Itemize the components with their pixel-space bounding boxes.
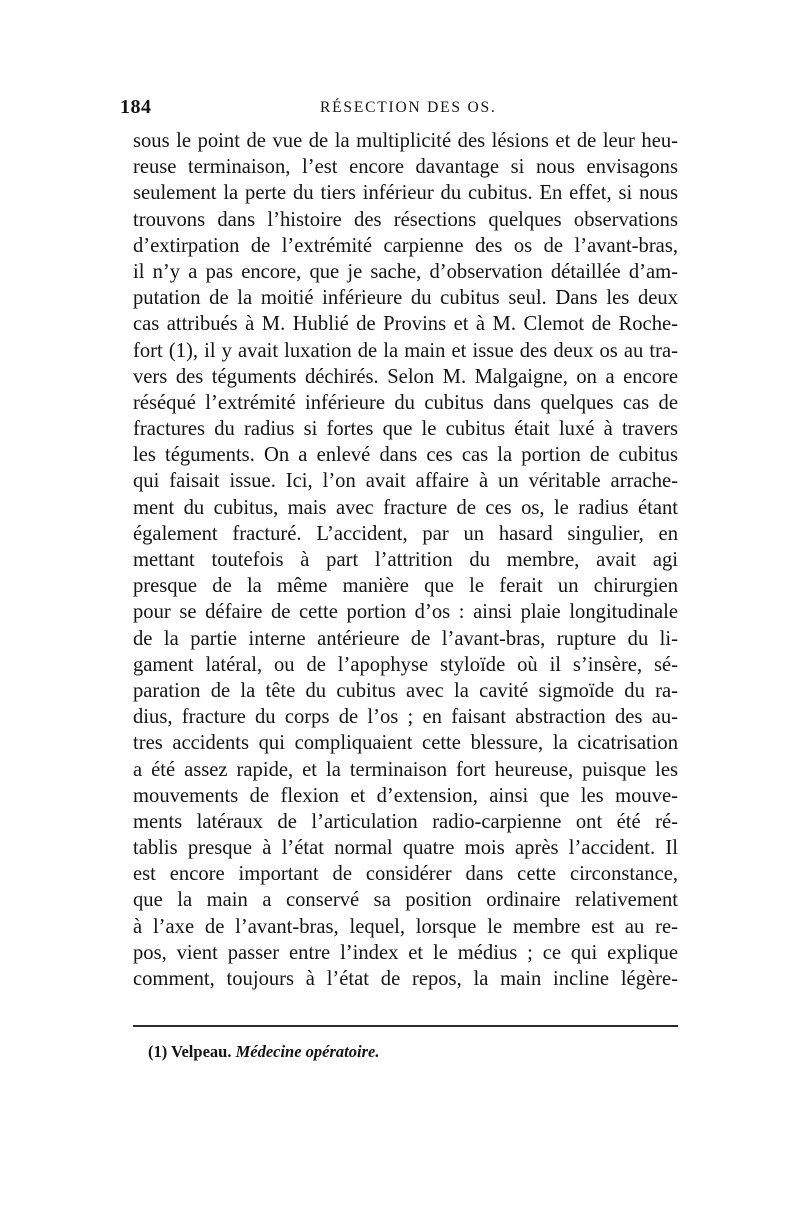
footnote-work: Médecine opératoire.	[235, 1042, 380, 1061]
text-line: trouvons dans l’histoire des résections quelques observations	[133, 208, 678, 231]
text-line: il n’y a pas encore, que je sache, d’observation détaillée d’am-	[133, 260, 678, 283]
text-line: vers des téguments déchirés. Selon M. Malgaigne, on a encore	[133, 365, 678, 388]
text-line: sous le point de vue de la multiplicité des lésions et de leur heu-	[133, 130, 678, 152]
text-line: cas attribués à M. Hublié de Provins et à M. Clemot de Roche-	[133, 313, 678, 336]
text-line: pour se défaire de cette portion d’os : ainsi plaie longitudinale	[133, 601, 678, 624]
text-line: reuse terminaison, l’est encore davantage si nous envisagons	[133, 156, 678, 179]
page-number: 184	[120, 96, 152, 118]
running-head	[120, 96, 680, 126]
text-line: tres accidents qui compliquaient cette blessure, la cicatrisation	[133, 732, 678, 755]
text-line: réséqué l’extrémité inférieure du cubitus dans quelques cas de	[133, 391, 678, 414]
text-line: à l’axe de l’avant-bras, lequel, lorsque le membre est au re-	[133, 915, 678, 938]
text-line: putation de la moitié inférieure du cubitus seul. Dans les deux	[133, 287, 678, 310]
text-line: gament latéral, ou de l’apophyse styloïde où il s’insère, sé-	[133, 653, 678, 676]
footnote-rule	[133, 1025, 678, 1027]
text-line: tablis presque à l’état normal quatre mois après l’accident. Il	[133, 837, 678, 860]
text-line: fractures du radius si fortes que le cubitus était luxé à travers	[133, 418, 678, 441]
text-line: que la main a conservé sa position ordinaire relativement	[133, 889, 678, 912]
running-title: RÉSECTION DES OS.	[320, 99, 497, 116]
footnote-marker: (1)	[148, 1042, 168, 1061]
text-line: de la partie interne antérieure de l’avant-bras, rupture du li-	[133, 627, 678, 650]
text-line: presque de la même manière que le ferait un chirurgien	[133, 575, 678, 598]
text-line: ment du cubitus, mais avec fracture de ces os, le radius étant	[133, 496, 678, 519]
text-line: d’extirpation de l’extrémité carpienne des os de l’avant-bras,	[133, 234, 678, 257]
text-line: qui faisait issue. Ici, l’on avait affaire à un véritable arrache-	[133, 470, 678, 493]
text-line: comment, toujours à l’état de repos, la main incline légère-	[133, 968, 678, 990]
text-line: seulement la perte du tiers inférieur du cubitus. En effet, si nous	[133, 182, 678, 205]
text-line: ments latéraux de l’articulation radio-carpienne ont été ré-	[133, 810, 678, 833]
text-line: fort (1), il y avait luxation de la main et issue des deux os au tra-	[133, 339, 678, 362]
text-line: également fracturé. L’accident, par un hasard singulier, en	[133, 522, 678, 545]
text-line: a été assez rapide, et la terminaison fort heureuse, puisque les	[133, 758, 678, 781]
text-line: dius, fracture du corps de l’os ; en faisant abstraction des au-	[133, 706, 678, 729]
body-text	[133, 128, 678, 992]
text-line: paration de la tête du cubitus avec la cavité sigmoïde du ra-	[133, 679, 678, 702]
footnote-author: Velpeau.	[171, 1042, 232, 1061]
text-line: mouvements de flexion et d’extension, ainsi que les mouve-	[133, 784, 678, 807]
text-line: est encore important de considérer dans cette circonstance,	[133, 863, 678, 886]
footnote	[148, 1042, 668, 1062]
text-line: mettant toutefois à part l’attrition du membre, avait agi	[133, 549, 678, 571]
text-line: les téguments. On a enlevé dans ces cas la portion de cubitus	[133, 444, 678, 467]
text-line: pos, vient passer entre l’index et le médius ; ce qui explique	[133, 941, 678, 964]
